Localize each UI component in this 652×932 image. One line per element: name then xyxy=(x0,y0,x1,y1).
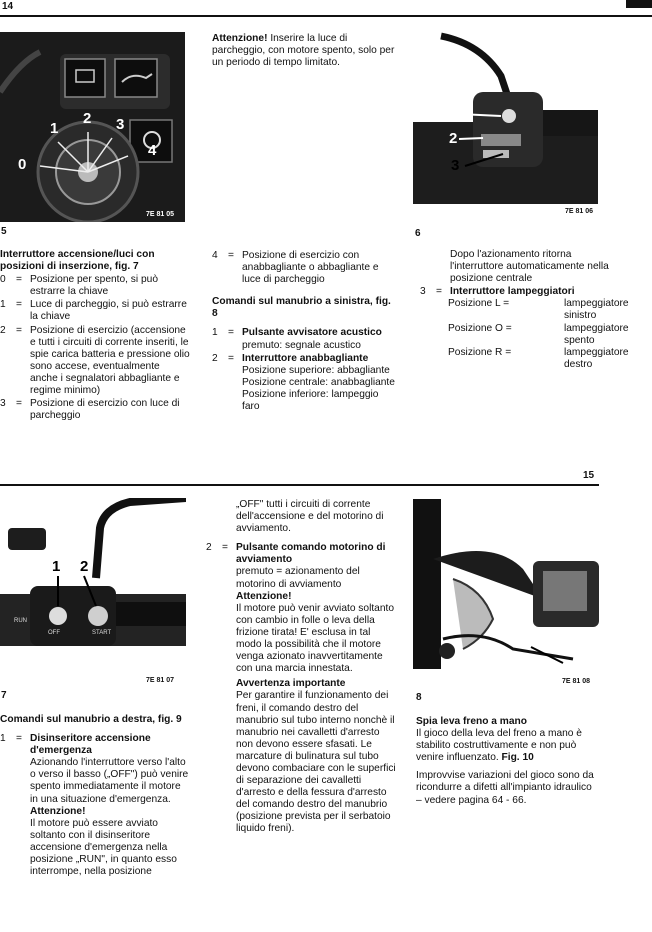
kill-switch-warning: Attenzione! Il motore può essere avviato soltanto con il disinseritore accensione d'emergenza nella posizione „RUN", in quanto esso interrompe, nella posizione xyxy=(30,805,177,878)
handbrake-text-1: Il gioco della leva del freno a mano è stabilito costruttivamente e non può venire influenzato. Fig. 10 xyxy=(416,728,582,764)
left-controls-heading: Comandi sul manubrio a sinistra, fig. 8 xyxy=(212,296,391,320)
important-notice-label: Avvertenza importante xyxy=(236,678,346,690)
fig6-callout-1: 1 xyxy=(449,104,458,121)
left-handlebar-illustration xyxy=(413,32,598,204)
fig7-ref: 7E 81 07 xyxy=(146,677,175,684)
handbrake-illustration xyxy=(413,499,599,669)
switch-label-run: RUN xyxy=(14,618,27,624)
top-warning-text: Inserire la luce di parcheggio, con motore spento, solo per un periodo di tempo limitato. xyxy=(212,33,395,69)
switch-label-start: START xyxy=(92,630,112,636)
page-number-15: 15 xyxy=(583,470,595,481)
figure-6-photo xyxy=(413,32,598,204)
fig7-number: 7 xyxy=(1,690,7,701)
handbrake-heading: Spia leva freno a mano xyxy=(416,716,527,727)
bottom-col-3 xyxy=(416,716,600,807)
ignition-pos-0: 0 = Posizione per spento, si può estrarre la chiave xyxy=(0,274,158,298)
top-warning xyxy=(212,33,398,69)
turn-signal-pos-o: Posizione O = lampeggiatore spento xyxy=(448,322,629,346)
top-warning-label: Attenzione! xyxy=(212,33,268,44)
turn-signal-positions xyxy=(420,298,629,371)
ignition-pos-4: 4 = Posizione di esercizio con anabbagliante o abbagliante e luce di parcheggio xyxy=(212,250,379,286)
figure-5-photo xyxy=(0,32,185,222)
right-handlebar-illustration xyxy=(0,498,186,680)
fig7-callout-1: 1 xyxy=(52,558,61,575)
page-number-14: 14 xyxy=(2,1,14,12)
bottom-rule xyxy=(0,484,599,486)
ignition-pos-1: 1 = Luce di parcheggio, si può estrarre la chiave xyxy=(0,299,187,323)
figure-7-photo xyxy=(0,498,186,680)
starter-warning: Attenzione! Il motore può venir avviato soltanto con cambio in folle o leva della frizione tirata! E' esclusa in tal modo la possibilità che il motore venga azionato inavvertitamente con una marcia innestata. Avvertenza importante Per garantire il funzionamento dei freni, il comando destro del manubrio sul tubo interno nonchè il manubrio nei cavalletti d'arresto non devono essere sfasati. Le marcature di bulinatura sul tubo devono combaciare con le superfici di separazione dei cavalletti d'arresto e della fessura d'arresto del comando destro del manubrio (posizione prevista per il serbatoio liquido freni). xyxy=(206,591,398,836)
starter-button-item: 2 = Pulsante comando motorino di avviamento premuto = azionamento del motorino di avviamento xyxy=(206,542,386,590)
fig6-callout-2: 2 xyxy=(449,130,458,147)
ignition-pos-3: 3 = Posizione di esercizio con luce di parcheggio xyxy=(0,398,180,422)
switch-label-off: OFF xyxy=(48,630,60,636)
page-tab-marker xyxy=(626,0,652,8)
handbrake-text-2: Improvvise variazioni del gioco sono da ricondurre a difetti all'impianto idraulico – vedere pagina 64 - 66. xyxy=(416,770,594,806)
top-col-3 xyxy=(420,249,629,371)
bottom-col-2 xyxy=(206,499,398,836)
dimmer-switch-item: 2 = Interruttore anabbagliante Posizione superiore: abbagliante Posizione centrale: anabbagliante Posizione inferiore: lampeggio faro xyxy=(212,352,395,413)
fig8-number: 8 xyxy=(416,692,422,703)
right-controls-heading: Comandi sul manubrio a destra, fig. 9 xyxy=(0,714,182,725)
fig5-callout-1: 1 xyxy=(50,120,59,137)
fig5-callout-0: 0 xyxy=(18,156,27,173)
kill-switch-item: 1 = Disinseritore accensione d'emergenza Azionando l'interruttore verso l'alto o verso il basso („OFF") può venire spento immediatamente il motore in una situazione d'emergenza. xyxy=(0,733,189,805)
top-rule xyxy=(0,15,652,17)
ignition-switch-illustration xyxy=(0,32,185,222)
fig7-callout-2: 2 xyxy=(80,558,89,575)
fig5-number: 5 xyxy=(1,226,7,237)
top-col-1 xyxy=(0,249,190,422)
kill-switch-continued: „OFF" tutti i circuiti di corrente dell'accensione e del motorino di avviamento. xyxy=(236,499,384,535)
fig5-callout-4: 4 xyxy=(148,142,157,159)
ignition-pos-2: 2 = Posizione di esercizio (accensione e tutti i circuiti di corrente inseriti, le spie carica batteria e pressione olio sono accese, eventualmente anche i segnalatori abbagliante e regime minimo) xyxy=(0,324,190,397)
fig5-ref: 7E 81 05 xyxy=(146,211,175,218)
turn-signal-item: 3 = Interruttore lampeggiatori xyxy=(420,286,575,298)
fig6-callout-3: 3 xyxy=(451,157,460,174)
horn-button-item: 1 = Pulsante avvisatore acustico premuto: segnale acustico xyxy=(212,327,382,351)
fig6-ref: 7E 81 06 xyxy=(565,208,594,215)
important-notice-text: Per garantire il funzionamento dei freni, il comando destro del manubrio sul tubo interno nonchè il manubrio nei cavalletti d'arresto non devono essere sfasati. Le marcature di bulinatura sul tubo devono combaciare con le superfici di separazione dei cavalletti d'arresto e della fessura d'arresto del comando destro del manubrio (posizione prevista per il serbatoio liquido freni). xyxy=(236,690,396,835)
ignition-switch-heading: Interruttore accensione/luci con posizioni di inserzione, fig. 7 xyxy=(0,249,155,273)
figure-8-photo xyxy=(413,499,599,669)
auto-return-note: Dopo l'azionamento ritorna l'interruttore automaticamente nella posizione centrale xyxy=(450,249,609,285)
top-col-2 xyxy=(212,249,398,413)
turn-signal-pos-l: Posizione L = lampeggiatore sinistro xyxy=(448,298,629,322)
turn-signal-pos-r: Posizione R = lampeggiatore destro xyxy=(448,346,629,370)
fig5-callout-2: 2 xyxy=(83,110,92,127)
fig5-callout-3: 3 xyxy=(116,116,125,133)
fig8-ref: 7E 81 08 xyxy=(562,678,591,685)
fig6-number: 6 xyxy=(415,228,421,239)
bottom-col-1 xyxy=(0,714,190,878)
